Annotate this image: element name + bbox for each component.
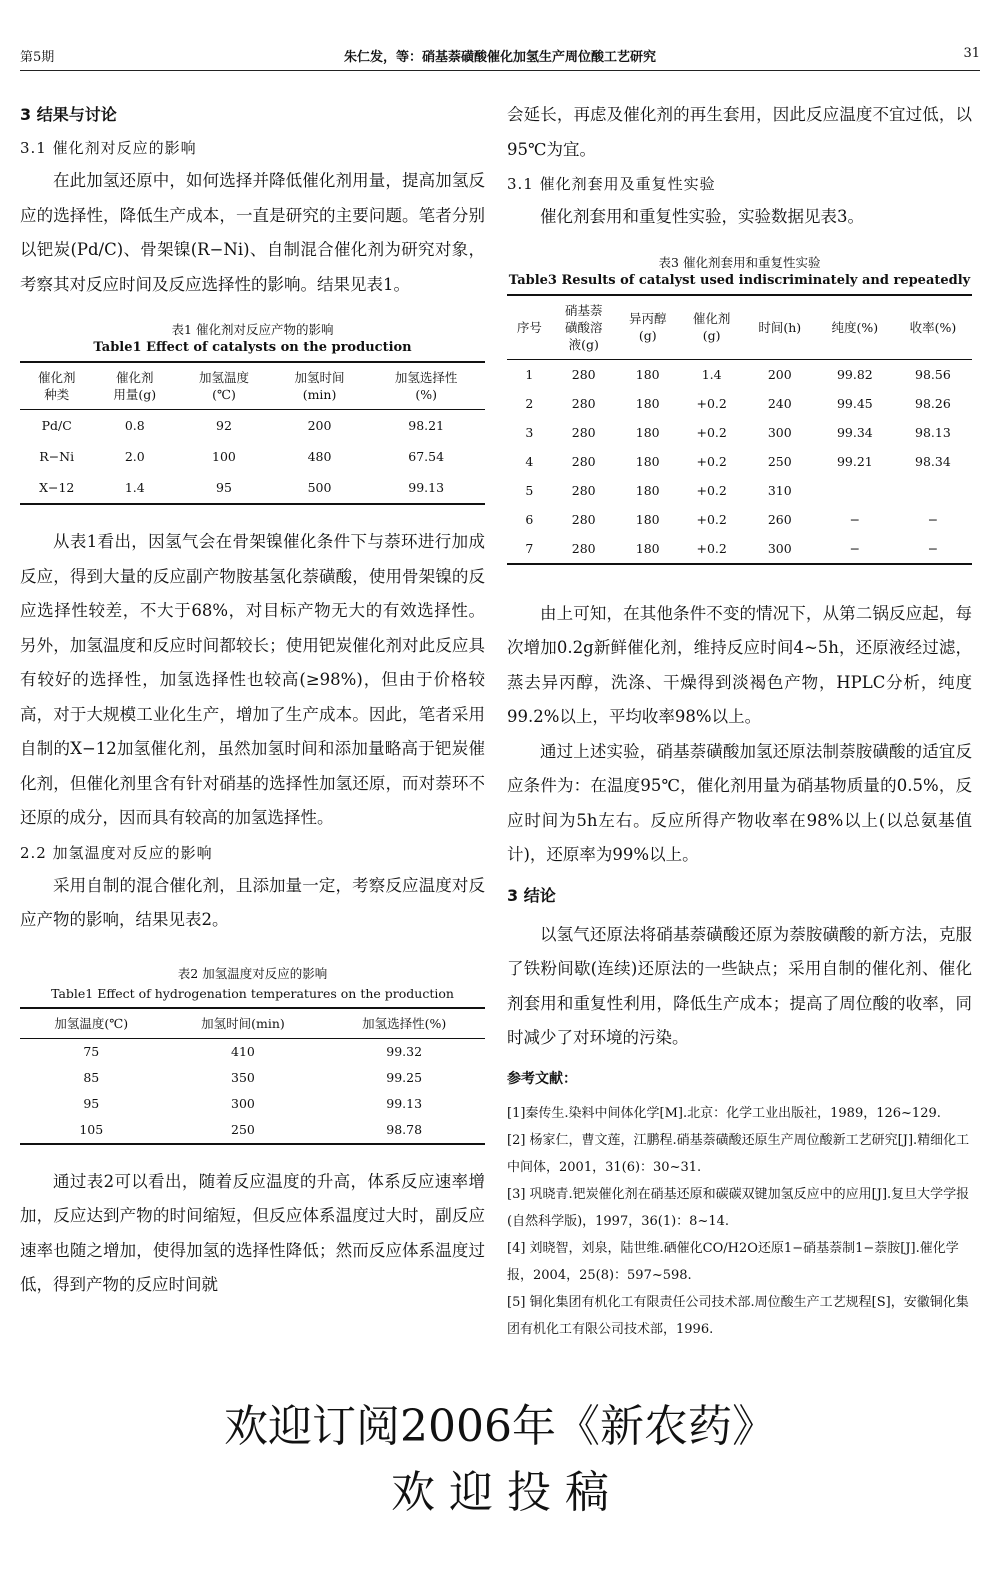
table-cell: − <box>927 540 939 556</box>
table-cell: 99.25 <box>386 1070 423 1085</box>
paragraph: 从表1看出，因氢气会在骨架镍催化条件下与萘环进行加成反应，得到大量的反应副产物胺基氢化萘磺酸，使用骨架镍的反应选择性较差，不大于68%，对目标产物无大的有效选择性。另外，加氢温度和反应时间都较长；使用钯炭催化剂对此反应具有较好的选择性，加氢选择性也较高(≥98%)，但由于价格较高，对于大规模工业化生产，增加了生产成本。因此，笔者采用自制的X−12加氢催化剂，虽然加氢时间和添加量略高于钯炭催化剂，但催化剂里含有针对硝基的选择性加氢还原，而对萘环不还原的成分，因而具有较高的加氢选择性。 <box>20 532 485 827</box>
table-cell: +0.2 <box>696 511 727 527</box>
paragraph: 会延长，再虑及催化剂的再生套用，因此反应温度不宜过低，以95℃为宜。 <box>507 105 972 159</box>
table-cell: 99.21 <box>836 453 873 469</box>
table2-caption-cn: 表2 加氢温度对反应的影响 <box>177 965 328 981</box>
reference-item: [3] 巩晓青.钯炭催化剂在硝基还原和碳碳双键加氢反应中的应用[J].复旦大学学报(自然科学版)，1997，36(1)：8~14. <box>507 1186 970 1229</box>
table-cell: 98.56 <box>915 366 951 382</box>
table-row <box>20 1091 485 1117</box>
table-cell: 480 <box>307 449 332 464</box>
table3-caption-en: Table3 Results of catalyst used indiscriminately and repeatedly <box>508 272 971 288</box>
table-row <box>20 1065 485 1091</box>
section-results-title: 3 结果与讨论 <box>20 105 117 124</box>
table-cell: 98.34 <box>915 453 951 469</box>
table-cell: 280 <box>571 453 596 469</box>
table-cell: +0.2 <box>696 482 727 498</box>
table-cell: 180 <box>635 540 660 556</box>
table3 <box>507 294 972 565</box>
table-cell: 180 <box>635 482 660 498</box>
table-cell: 280 <box>571 424 596 440</box>
table-row <box>20 410 485 442</box>
column-header: 异丙醇 (g) <box>616 295 680 360</box>
table-cell: 260 <box>767 511 792 527</box>
table-cell: 5 <box>525 482 534 498</box>
table-cell: 75 <box>83 1044 100 1059</box>
table-cell: 350 <box>231 1070 255 1085</box>
table-cell: 95 <box>83 1096 100 1111</box>
table-cell: 98.78 <box>386 1122 423 1137</box>
column-header: 加氢时间(min) <box>163 1008 324 1039</box>
table-cell: − <box>849 511 861 527</box>
table-row <box>507 534 972 564</box>
table-cell: 99.34 <box>836 424 873 440</box>
conclusion-title: 3 结论 <box>507 885 556 905</box>
table-row <box>20 1038 485 1065</box>
table-cell: 200 <box>767 366 792 382</box>
table-row <box>507 359 972 389</box>
submission-banner: 欢 迎 投 稿 <box>391 1467 609 1518</box>
table-cell: 410 <box>231 1044 255 1059</box>
table-cell: − <box>927 511 939 527</box>
paragraph: 采用自制的混合催化剂，且添加量一定，考察反应温度对反应产物的影响，结果见表2。 <box>20 875 485 929</box>
table1 <box>20 361 485 505</box>
table1-caption-en: Table1 Effect of catalysts on the production <box>93 340 412 355</box>
table-cell: 180 <box>635 424 660 440</box>
issue-label: 第5期 <box>20 50 55 65</box>
table-row <box>20 441 485 472</box>
column-header: 催化剂 种类 <box>20 362 93 410</box>
table-cell: 240 <box>767 395 792 411</box>
table-cell <box>894 476 972 505</box>
paragraph: 在此加氢还原中，如何选择并降低催化剂用量，提高加氢反应的选择性，降低生产成本，一直是研究的主要问题。笔者分别以钯炭(Pd/C)、骨架镍(R−Ni)、自制混合催化剂为研究对象，考察其对反应时间及反应选择性的影响。结果见表1。 <box>20 171 485 294</box>
table-cell: 98.21 <box>408 418 445 433</box>
right-column <box>507 98 972 1343</box>
table-cell: 99.32 <box>386 1044 423 1059</box>
subscription-banner: 欢迎订阅2006年《新农药》 <box>224 1401 776 1452</box>
column-header: 硝基萘 磺酸溶 液(g) <box>552 295 616 360</box>
table-cell: 280 <box>571 395 596 411</box>
column-header: 加氢温度 (℃) <box>176 362 272 410</box>
table-row <box>20 472 485 504</box>
table-cell: 300 <box>767 424 792 440</box>
table-row <box>507 389 972 418</box>
left-column <box>20 98 485 1303</box>
table-row <box>20 1117 485 1144</box>
subsection-catalyst-title: 3.1 催化剂对反应的影响 <box>20 139 197 157</box>
table-cell: 280 <box>571 540 596 556</box>
table-cell: +0.2 <box>696 540 727 556</box>
table-cell: 250 <box>231 1122 255 1137</box>
table-cell: 300 <box>767 540 792 556</box>
table-cell: 250 <box>767 453 792 469</box>
table-row <box>507 476 972 505</box>
table-cell: 4 <box>525 453 534 469</box>
table-row <box>507 447 972 476</box>
table-cell: 92 <box>216 418 232 433</box>
table-cell: 2.0 <box>124 449 145 464</box>
table1-caption-cn: 表1 催化剂对反应产物的影响 <box>171 322 334 337</box>
column-header: 纯度(%) <box>816 295 894 360</box>
column-header: 加氢时间 (min) <box>272 362 368 410</box>
table-cell: X−12 <box>39 480 75 495</box>
table-cell: 99.13 <box>408 480 445 495</box>
subsection-reuse-title: 3.1 催化剂套用及重复性实验 <box>507 175 716 193</box>
table-cell: 85 <box>83 1070 100 1085</box>
reference-item: [4] 刘晓智，刘泉，陆世维.硒催化CO/H2O还原1−硝基萘制1−萘胺[J].催化学报，2004，25(8)：597~598. <box>507 1240 959 1283</box>
table-row <box>507 418 972 447</box>
column-header: 加氢选择性(%) <box>323 1008 485 1039</box>
table-cell: 280 <box>571 482 596 498</box>
table-cell: 99.13 <box>386 1096 423 1111</box>
table-cell: 280 <box>571 511 596 527</box>
table-cell: 98.13 <box>915 424 951 440</box>
table-cell: 500 <box>307 480 332 495</box>
table-cell: − <box>849 540 861 556</box>
column-header: 时间(h) <box>744 295 816 360</box>
table-cell: 95 <box>216 480 232 495</box>
table-cell: 2 <box>525 395 534 411</box>
table-cell: 99.82 <box>836 366 873 382</box>
table-cell: 300 <box>231 1096 255 1111</box>
reference-item: [5] 铜化集团有机化工有限责任公司技术部.周位酸生产工艺规程[S]，安徽铜化集团有机化工有限公司技术部，1996. <box>507 1294 969 1337</box>
table-cell: 1.4 <box>701 366 722 382</box>
column-header: 催化剂 (g) <box>680 295 744 360</box>
reference-list <box>507 1100 972 1343</box>
table-cell: 200 <box>307 418 332 433</box>
reference-item: [2] 杨家仁，曹文莲，江鹏程.硝基萘磺酸还原生产周位酸新工艺研究[J].精细化工中间体，2001，31(6)：30~31. <box>507 1132 970 1175</box>
column-header: 收率(%) <box>894 295 972 360</box>
table-row <box>507 505 972 534</box>
references-title: 参考文献： <box>507 1070 577 1087</box>
paragraph: 催化剂套用和重复性实验，实验数据见表3。 <box>540 207 864 226</box>
column-header: 催化剂 用量(g) <box>93 362 176 410</box>
subsection-temperature-title: 2.2 加氢温度对反应的影响 <box>20 843 213 862</box>
paragraph: 通过上述实验，硝基萘磺酸加氢还原法制萘胺磺酸的适宜反应条件为：在温度95℃，催化剂用量为硝基物质量的0.5%，反应时间为5h左右。反应所得产物收率在98%以上(以总氨基值计)，还原率为99%以上。 <box>507 741 972 864</box>
running-header <box>20 44 980 71</box>
column-header: 加氢温度(℃) <box>20 1008 163 1039</box>
column-header: 序号 <box>507 295 552 360</box>
paragraph: 以氢气还原法将硝基萘磺酸还原为萘胺磺酸的新方法，克服了铁粉间歇(连续)还原法的一些缺点；采用自制的催化剂、催化剂套用和重复性利用，降低生产成本；提高了周位酸的收率，同时减少了对环境的污染。 <box>507 924 972 1047</box>
table-cell: 180 <box>635 511 660 527</box>
table2 <box>20 1007 485 1145</box>
table-cell: 6 <box>525 511 534 527</box>
table-cell: 1.4 <box>124 480 145 495</box>
table-cell: Pd/C <box>41 418 72 433</box>
table-cell: 7 <box>525 540 534 556</box>
table-cell: 180 <box>635 453 660 469</box>
table-cell: +0.2 <box>696 424 727 440</box>
table-cell: 99.45 <box>836 395 873 411</box>
page-number: 31 <box>963 46 980 61</box>
table-cell: 1 <box>525 366 534 382</box>
table-cell: 3 <box>525 424 534 440</box>
table-cell: 100 <box>212 449 236 464</box>
paragraph: 由上可知，在其他条件不变的情况下，从第二锅反应起，每次增加0.2g新鲜催化剂，维持反应时间4~5h，还原液经过滤，蒸去异丙醇，洗涤、干燥得到淡褐色产物，HPLC分析，纯度99.2%以上，平均收率98%以上。 <box>507 603 972 726</box>
table-cell: +0.2 <box>696 453 727 469</box>
running-title: 朱仁发，等：硝基萘磺酸催化加氢生产周位酸工艺研究 <box>343 50 656 65</box>
table-cell: 105 <box>79 1122 104 1137</box>
table-cell: R−Ni <box>39 449 75 464</box>
paragraph: 通过表2可以看出，随着反应温度的升高，体系反应速率增加，反应达到产物的时间缩短，但反应体系温度过大时，副反应速率也随之增加，使得加氢的选择性降低；然而反应体系温度过低，得到产物的反应时间就 <box>20 1171 485 1294</box>
table3-caption-cn: 表3 催化剂套用和重复性实验 <box>658 254 821 270</box>
table2-caption-en: Table1 Effect of hydrogenation temperatures on the production <box>51 985 454 1001</box>
table-cell: 0.8 <box>124 418 145 433</box>
table-cell: 67.54 <box>408 449 445 464</box>
table-cell: 180 <box>635 395 660 411</box>
column-header: 加氢选择性 (%) <box>367 362 485 410</box>
table-cell: +0.2 <box>696 395 727 411</box>
reference-item: [1]秦传生.染料中间体化学[M].北京：化学工业出版社，1989，126~129. <box>507 1105 941 1121</box>
table-cell: 280 <box>571 366 596 382</box>
table-cell <box>816 476 894 505</box>
table-cell: 310 <box>767 482 792 498</box>
table-cell: 180 <box>635 366 660 382</box>
table-cell: 98.26 <box>915 395 951 411</box>
